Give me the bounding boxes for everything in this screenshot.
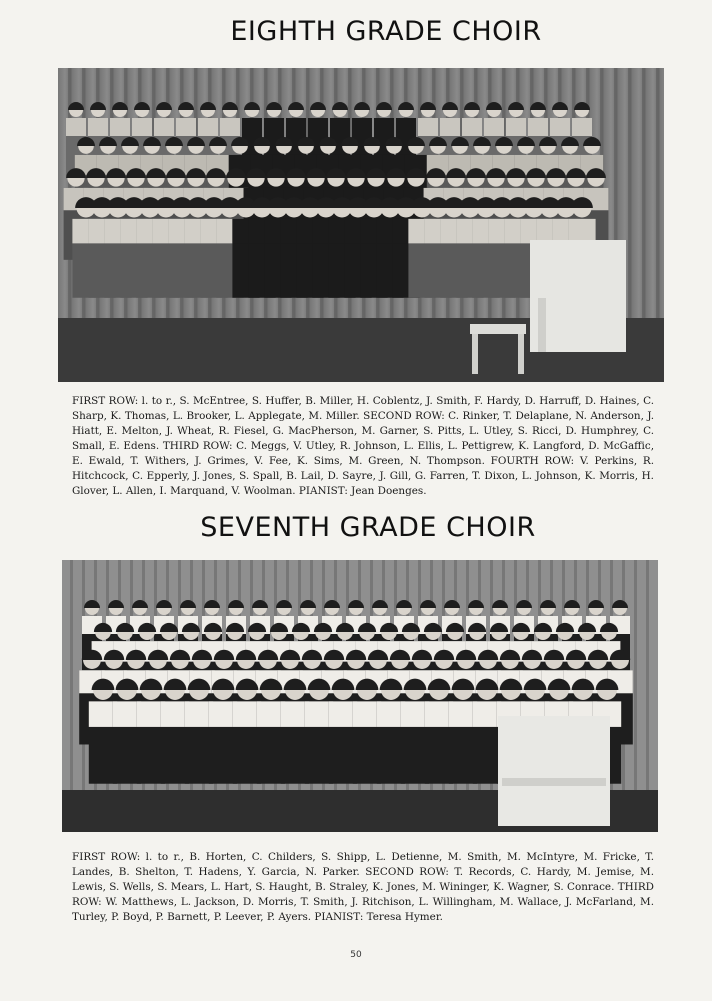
seventh-grade-choir-title: SEVENTH GRADE CHOIR: [200, 512, 536, 543]
piano-icon: [498, 716, 610, 826]
seventh-grade-choir-caption: FIRST ROW: l. to r., B. Horten, C. Childers, S. Shipp, L. Detienne, M. Smith, M. McIntyre, M. Fricke, T. Landes, B. Shelton, T. Hadens, Y. Garcia, N. Parker. SECOND ROW: T. Records, C. Hardy, M. Jemise, M. Lewis, S. Wells, S. Mears, L. Hart, S. Haught, B. Straley, K. Jones, M. Wininger, K. Wagner, S. Conrace. THIRD ROW: W. Matthews, L. Jackson, D. Morris, T. Smith, J. Ritchison, L. Willingham, M. Wallace, J. McFarland, M. Turley, P. Boyd, P. Barnett, P. Leever, P. Ayers. PIANIST: Teresa Hymer.: [72, 851, 654, 923]
eighth-grade-choir-photo: [58, 68, 664, 382]
seventh-grade-choir-photo: [62, 560, 658, 832]
eighth-grade-choir-title: EIGHTH GRADE CHOIR: [230, 16, 542, 47]
page-number: 50: [350, 950, 362, 960]
eighth-grade-choir-caption: FIRST ROW: l. to r., S. McEntree, S. Huffer, B. Miller, H. Coblentz, J. Smith, F. Hardy, D. Harruff, D. Haines, C. Sharp, K. Thomas, L. Brooker, L. Applegate, M. Miller. SECOND ROW: C. Rinker, T. Delaplane, N. Anderson, J. Hiatt, E. Melton, J. Wheat, R. Fiesel, G. MacPherson, M. Garner, S. Pitts, L. Utley, S. Ricci, D. Humphrey, C. Small, E. Edens. THIRD ROW: C. Meggs, V. Utley, R. Johnson, L. Ellis, L. Pettigrew, K. Langford, D. McGaffic, E. Ewald, T. Withers, J. Grimes, V. Fee, K. Sims, M. Green, N. Thompson. FOURTH ROW: V. Perkins, R. Hitchcock, C. Epperly, J. Jones, S. Spall, B. Lail, D. Sayre, J. Gill, G. Farren, T. Dixon, L. Johnson, K. Morris, H. Glover, L. Allen, I. Marquand, V. Woolman. PIANIST: Jean Doenges.: [72, 395, 654, 497]
